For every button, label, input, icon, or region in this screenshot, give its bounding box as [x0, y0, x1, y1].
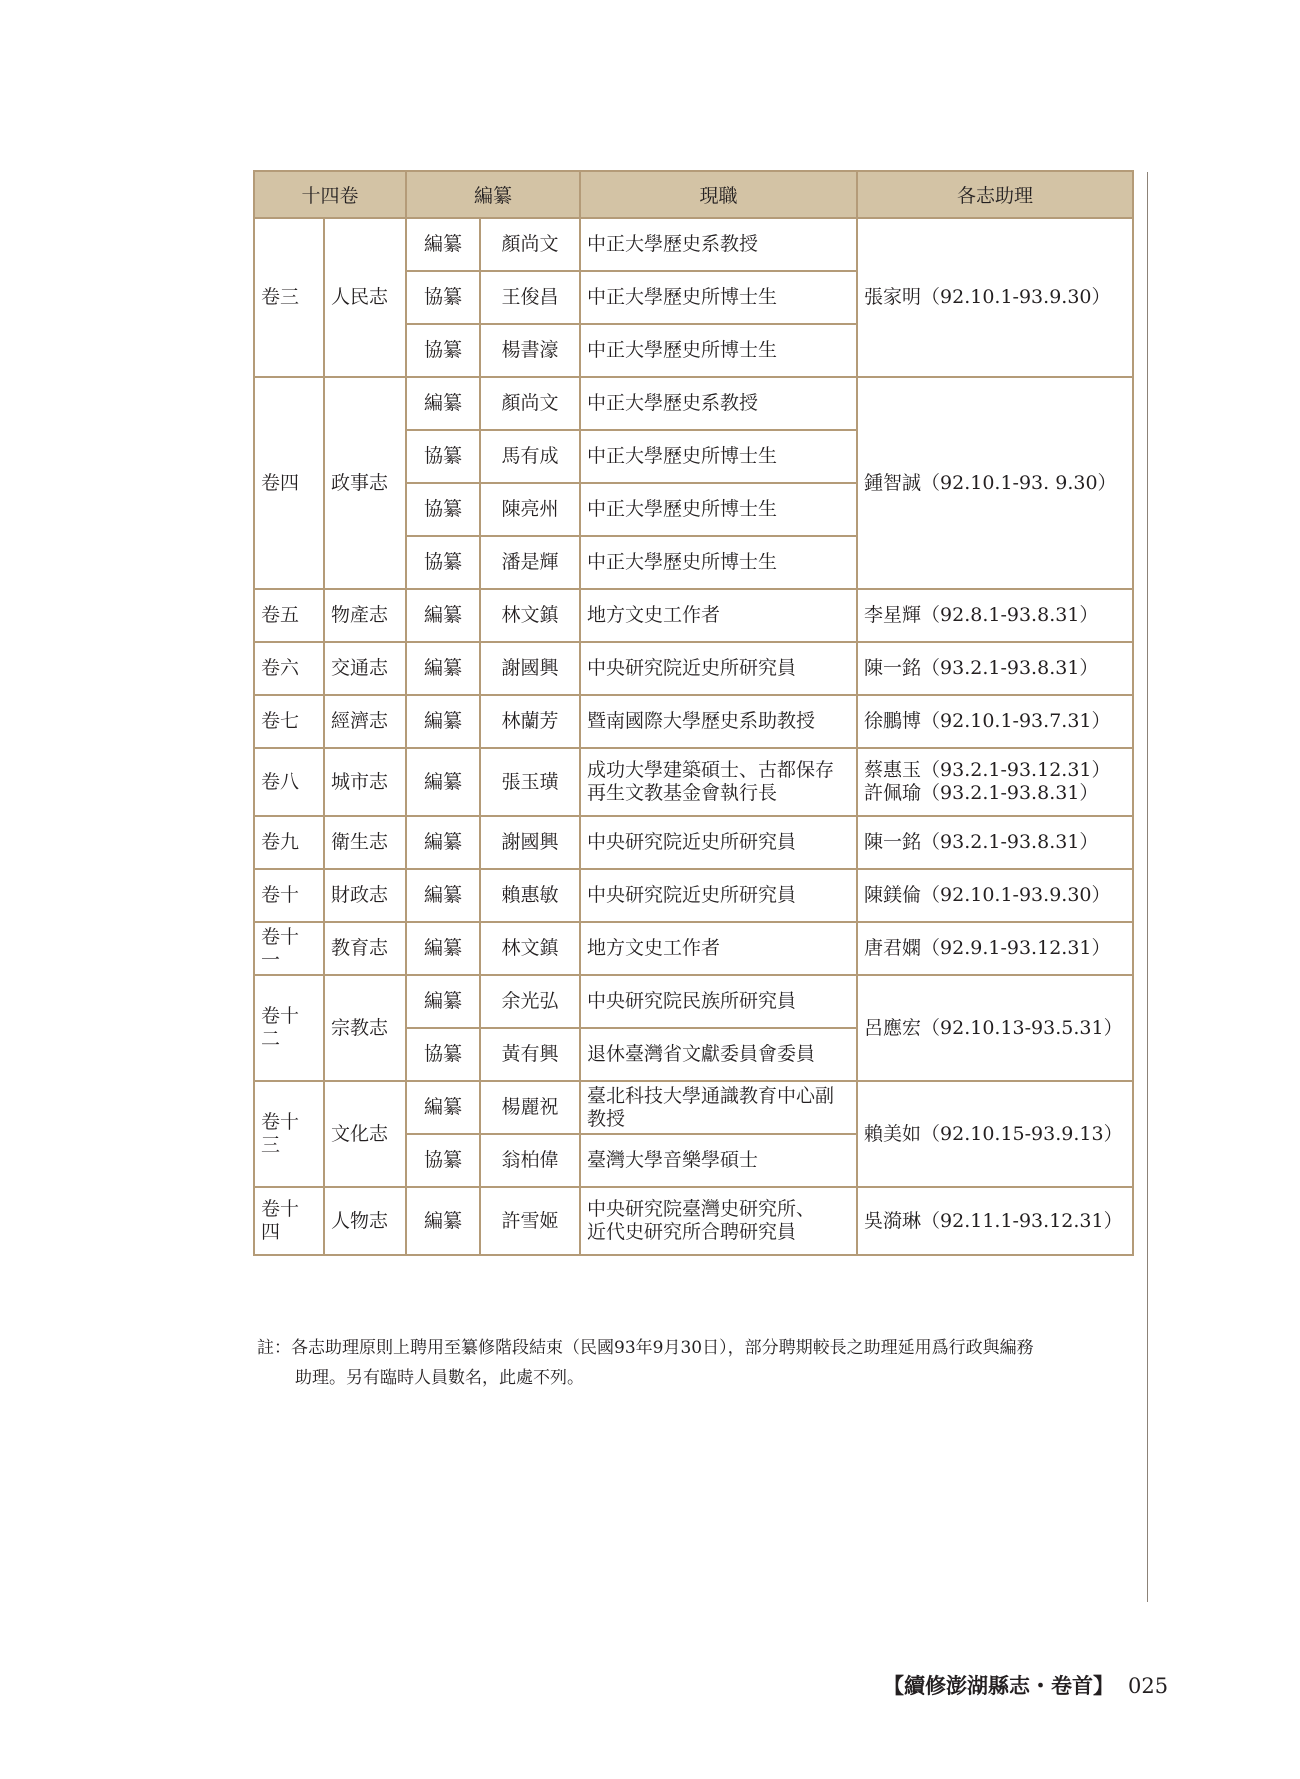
volume-cell: 卷五 — [254, 589, 324, 642]
position-cell: 中央研究院民族所研究員 — [580, 975, 857, 1028]
role-cell: 編纂 — [406, 695, 480, 748]
volume-cell: 卷四 — [254, 377, 324, 589]
position-cell: 中央研究院近史所研究員 — [580, 642, 857, 695]
table-row — [254, 869, 1133, 922]
volume-cell: 卷九 — [254, 816, 324, 869]
table-row — [254, 218, 1133, 271]
person-cell: 陳亮州 — [480, 483, 580, 536]
role-cell: 協纂 — [406, 271, 480, 324]
person-cell: 翁柏偉 — [480, 1134, 580, 1187]
volume-name-cell: 衛生志 — [324, 816, 406, 869]
position-cell: 中正大學歷史所博士生 — [580, 483, 857, 536]
role-cell: 編纂 — [406, 869, 480, 922]
volume-cell: 卷十 — [254, 869, 324, 922]
assistant-cell: 賴美如（92.10.15-93.9.13） — [857, 1081, 1133, 1187]
position-cell: 中正大學歷史所博士生 — [580, 271, 857, 324]
assistant-cell: 呂應宏（92.10.13-93.5.31） — [857, 975, 1133, 1081]
volume-name-cell: 人物志 — [324, 1187, 406, 1255]
position-cell: 中正大學歷史系教授 — [580, 377, 857, 430]
volume-cell: 卷七 — [254, 695, 324, 748]
position-cell: 中正大學歷史所博士生 — [580, 536, 857, 589]
role-cell: 編纂 — [406, 922, 480, 975]
assistant-cell: 鍾智誠（92.10.1-93. 9.30） — [857, 377, 1133, 589]
assistant-cell: 陳一銘（93.2.1-93.8.31） — [857, 642, 1133, 695]
header-volume: 十四卷 — [254, 171, 406, 218]
position-cell: 地方文史工作者 — [580, 922, 857, 975]
person-cell: 顏尚文 — [480, 218, 580, 271]
header-assistant: 各志助理 — [857, 171, 1133, 218]
table-row — [254, 589, 1133, 642]
assistant-cell: 李星輝（92.8.1-93.8.31） — [857, 589, 1133, 642]
volume-name-cell: 交通志 — [324, 642, 406, 695]
assistant-cell: 陳鎂倫（92.10.1-93.9.30） — [857, 869, 1133, 922]
volume-cell: 卷十三 — [254, 1081, 324, 1187]
person-cell: 賴惠敏 — [480, 869, 580, 922]
position-cell: 中正大學歷史所博士生 — [580, 430, 857, 483]
person-cell: 楊麗祝 — [480, 1081, 580, 1134]
volume-cell: 卷十二 — [254, 975, 324, 1081]
role-cell: 編纂 — [406, 589, 480, 642]
table-row — [254, 975, 1133, 1028]
assistant-cell: 吳漪琳（92.11.1-93.12.31） — [857, 1187, 1133, 1255]
person-cell: 林文鎮 — [480, 589, 580, 642]
assistant-cell: 陳一銘（93.2.1-93.8.31） — [857, 816, 1133, 869]
volume-name-cell: 文化志 — [324, 1081, 406, 1187]
volume-cell: 卷八 — [254, 748, 324, 816]
role-cell: 編纂 — [406, 1081, 480, 1134]
position-cell: 中正大學歷史系教授 — [580, 218, 857, 271]
position-cell: 中正大學歷史所博士生 — [580, 324, 857, 377]
role-cell: 協纂 — [406, 536, 480, 589]
role-cell: 編纂 — [406, 1187, 480, 1255]
role-cell: 編纂 — [406, 975, 480, 1028]
table-row — [254, 922, 1133, 975]
page-number: 025 — [1128, 1674, 1169, 1698]
position-cell: 成功大學建築碩士、古都保存 再生文教基金會執行長 — [580, 748, 857, 816]
role-cell: 編纂 — [406, 218, 480, 271]
volume-cell: 卷三 — [254, 218, 324, 377]
position-cell: 地方文史工作者 — [580, 589, 857, 642]
person-cell: 顏尚文 — [480, 377, 580, 430]
position-cell: 中央研究院臺灣史研究所、 近代史研究所合聘研究員 — [580, 1187, 857, 1255]
role-cell: 協纂 — [406, 483, 480, 536]
assistant-cell: 張家明（92.10.1-93.9.30） — [857, 218, 1133, 377]
table-row — [254, 748, 1133, 816]
person-cell: 黃有興 — [480, 1028, 580, 1081]
page-footer — [883, 1670, 1168, 1700]
person-cell: 楊書濠 — [480, 324, 580, 377]
volume-name-cell: 教育志 — [324, 922, 406, 975]
volume-cell: 卷十四 — [254, 1187, 324, 1255]
assistant-cell: 蔡惠玉（93.2.1-93.12.31） 許佩瑜（93.2.1-93.8.31） — [857, 748, 1133, 816]
role-cell: 編纂 — [406, 642, 480, 695]
assistant-cell: 唐君嫻（92.9.1-93.12.31） — [857, 922, 1133, 975]
table-row — [254, 1081, 1133, 1134]
table-row — [254, 1187, 1133, 1255]
margin-rule — [1147, 172, 1148, 1602]
volume-name-cell: 物產志 — [324, 589, 406, 642]
volume-cell: 卷六 — [254, 642, 324, 695]
person-cell: 張玉璜 — [480, 748, 580, 816]
table-note — [257, 1333, 1137, 1393]
volume-name-cell: 經濟志 — [324, 695, 406, 748]
role-cell: 協纂 — [406, 1134, 480, 1187]
role-cell: 協纂 — [406, 324, 480, 377]
role-cell: 協纂 — [406, 430, 480, 483]
header-position: 現職 — [580, 171, 857, 218]
volume-cell: 卷十一 — [254, 922, 324, 975]
table-row — [254, 377, 1133, 430]
position-cell: 退休臺灣省文獻委員會委員 — [580, 1028, 857, 1081]
table-header-row — [254, 171, 1133, 218]
person-cell: 謝國興 — [480, 642, 580, 695]
volume-name-cell: 政事志 — [324, 377, 406, 589]
person-cell: 馬有成 — [480, 430, 580, 483]
person-cell: 潘是輝 — [480, 536, 580, 589]
assistant-cell: 徐鵬博（92.10.1-93.7.31） — [857, 695, 1133, 748]
position-cell: 臺灣大學音樂學碩士 — [580, 1134, 857, 1187]
position-cell: 臺北科技大學通識教育中心副 教授 — [580, 1081, 857, 1134]
position-cell: 中央研究院近史所研究員 — [580, 869, 857, 922]
note-line-1: 註：各志助理原則上聘用至纂修階段結束（民國93年9月30日），部分聘期較長之助理延用爲行政與編務 — [257, 1338, 1034, 1358]
volume-name-cell: 財政志 — [324, 869, 406, 922]
role-cell: 編纂 — [406, 377, 480, 430]
staff-table — [253, 170, 1134, 1256]
header-compiler: 編纂 — [406, 171, 580, 218]
volume-name-cell: 宗教志 — [324, 975, 406, 1081]
person-cell: 林蘭芳 — [480, 695, 580, 748]
note-line-2: 助理。另有臨時人員數名，此處不列。 — [295, 1368, 584, 1388]
role-cell: 編纂 — [406, 748, 480, 816]
person-cell: 謝國興 — [480, 816, 580, 869]
volume-name-cell: 城市志 — [324, 748, 406, 816]
position-cell: 暨南國際大學歷史系助教授 — [580, 695, 857, 748]
position-cell: 中央研究院近史所研究員 — [580, 816, 857, 869]
role-cell: 協纂 — [406, 1028, 480, 1081]
role-cell: 編纂 — [406, 816, 480, 869]
table-row — [254, 816, 1133, 869]
person-cell: 余光弘 — [480, 975, 580, 1028]
table-row — [254, 695, 1133, 748]
book-title: 【續修澎湖縣志・卷首】 — [883, 1673, 1114, 1698]
volume-name-cell: 人民志 — [324, 218, 406, 377]
person-cell: 許雪姬 — [480, 1187, 580, 1255]
person-cell: 林文鎮 — [480, 922, 580, 975]
person-cell: 王俊昌 — [480, 271, 580, 324]
table-row — [254, 642, 1133, 695]
